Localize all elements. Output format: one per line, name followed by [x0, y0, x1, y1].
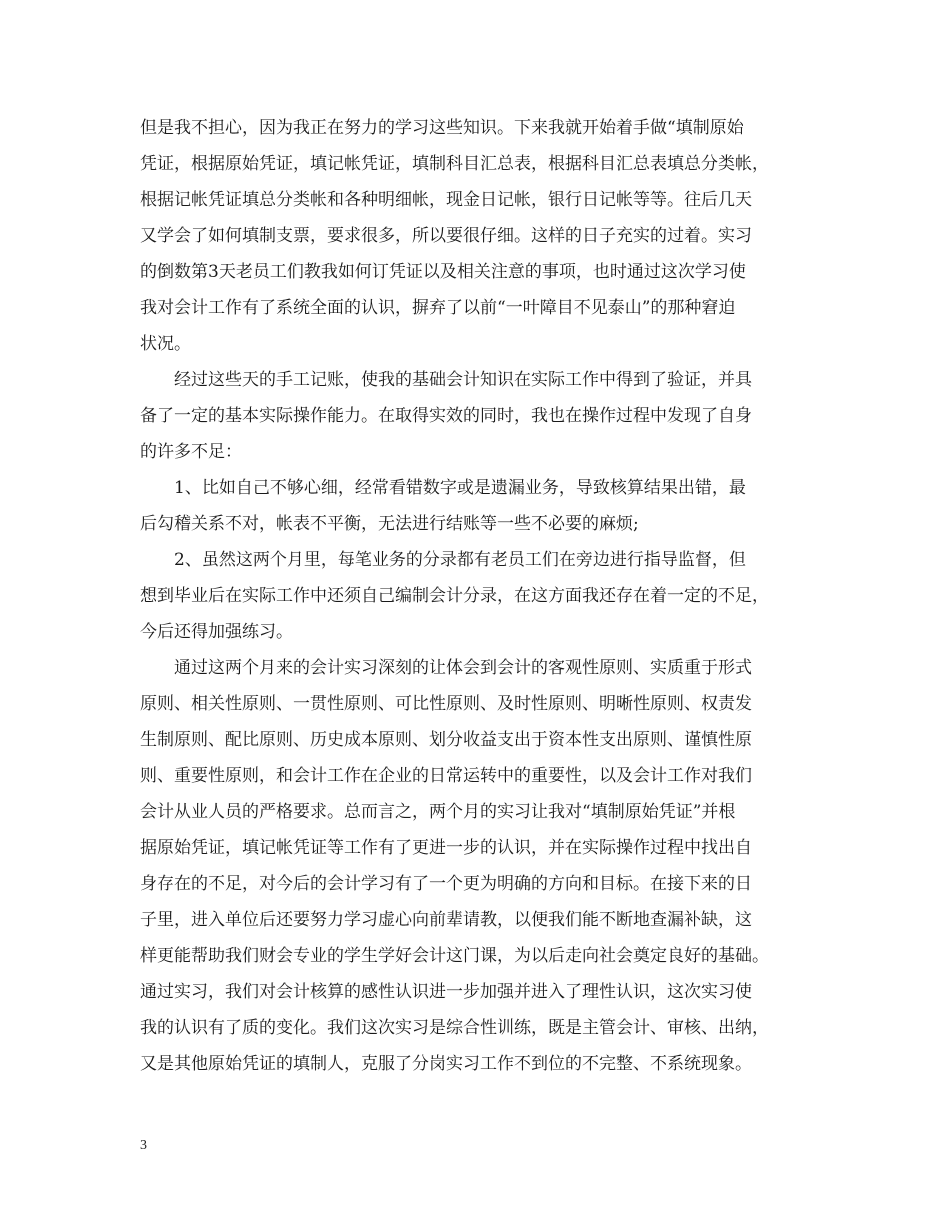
- text-line: 今后还得加强练习。: [140, 622, 293, 642]
- text-line: 凭证，根据原始凭证，填记帐凭证，填制科目汇总表，根据科目汇总表填总分类帐，: [140, 154, 769, 174]
- text-line: 我对会计工作有了系统全面的认识，摒弃了以前“一叶障目不见泰山”的那种窘迫: [140, 298, 736, 318]
- text-line: 样更能帮助我们财会专业的学生学好会计这门课，为以后走向社会奠定良好的基础。: [140, 946, 769, 966]
- text-line: 原则、相关性原则、一贯性原则、可比性原则、及时性原则、明晰性原则、权责发: [140, 694, 752, 714]
- text-line: 又是其他原始凭证的填制人，克服了分岗实习工作不到位的不完整、不系统现象。: [140, 1054, 752, 1074]
- text-line: 生制原则、配比原则、历史成本原则、划分收益支出于资本性支出原则、谨慎性原: [140, 730, 752, 750]
- text-line: 会计从业人员的严格要求。总而言之，两个月的实习让我对“填制原始凭证”并根: [140, 802, 736, 822]
- text-line: 备了一定的基本实际操作能力。在取得实效的同时，我也在操作过程中发现了自身: [140, 406, 752, 426]
- text-line: 的许多不足：: [140, 442, 242, 462]
- text-line: 状况。: [140, 334, 191, 354]
- text-line: 2、虽然这两个月里，每笔业务的分录都有老员工们在旁边进行指导监督，但: [174, 550, 746, 570]
- text-line: 我的认识有了质的变化。我们这次实习是综合性训练，既是主管会计、审核、出纳，: [140, 1018, 769, 1038]
- text-line: 但是我不担心，因为我正在努力的学习这些知识。下来我就开始着手做“填制原始: [140, 118, 744, 138]
- page-number: 3: [140, 1138, 147, 1153]
- text-line: 据原始凭证，填记帐凭证等工作有了更进一步的认识，并在实际操作过程中找出自: [140, 838, 752, 858]
- text-line: 通过这两个月来的会计实习深刻的让体会到会计的客观性原则、实质重于形式: [174, 658, 752, 678]
- text-line: 身存在的不足，对今后的会计学习有了一个更为明确的方向和目标。在接下来的日: [140, 874, 752, 894]
- text-line: 经过这些天的手工记账，使我的基础会计知识在实际工作中得到了验证，并具: [174, 370, 752, 390]
- text-line: 想到毕业后在实际工作中还须自己编制会计分录，在这方面我还存在着一定的不足，: [140, 586, 769, 606]
- text-line: 1、比如自己不够心细，经常看错数字或是遗漏业务，导致核算结果出错，最: [174, 478, 746, 498]
- text-line: 则、重要性原则，和会计工作在企业的日常运转中的重要性，以及会计工作对我们: [140, 766, 752, 786]
- text-line: 后勾稽关系不对，帐表不平衡，无法进行结账等一些不必要的麻烦;: [140, 514, 639, 534]
- text-line: 通过实习，我们对会计核算的感性认识进一步加强并进入了理性认识，这次实习使: [140, 982, 752, 1002]
- text-line: 又学会了如何填制支票，要求很多，所以要很仔细。这样的日子充实的过着。实习: [140, 226, 752, 246]
- text-line: 的倒数第3天老员工们教我如何订凭证以及相关注意的事项，也时通过这次学习使: [140, 262, 746, 282]
- text-line: 根据记帐凭证填总分类帐和各种明细帐，现金日记帐，银行日记帐等等。往后几天: [140, 190, 752, 210]
- text-line: 子里，进入单位后还要努力学习虚心向前辈请教，以便我们能不断地查漏补缺，这: [140, 910, 752, 930]
